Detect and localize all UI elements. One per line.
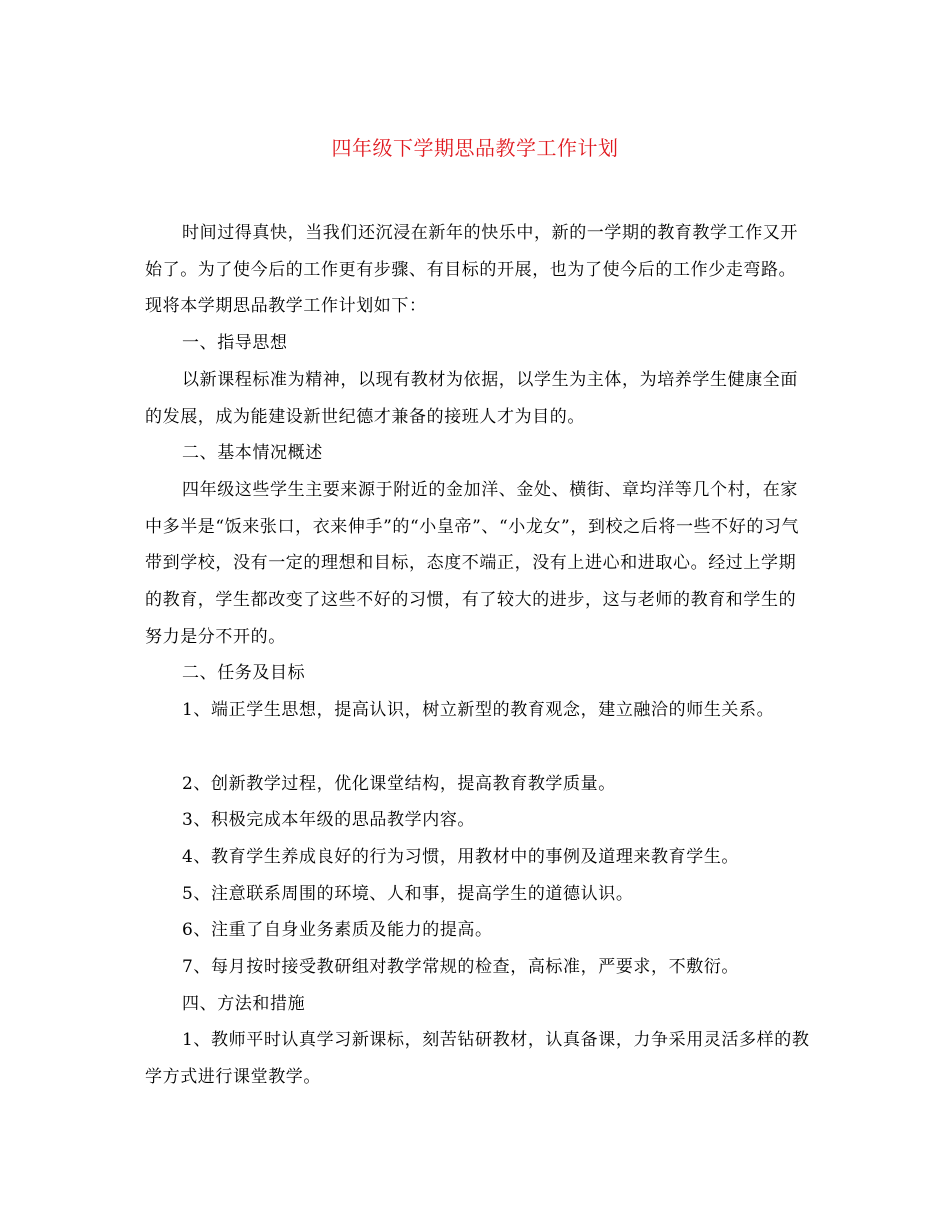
guiding-ideology-paragraph: 以新课程标准为精神，以现有教材为依据，以学生为主体，为培养学生健康全面的发展，成为能建设新世纪德才兼备的接班人才为目的。 xyxy=(145,369,798,427)
task-item-4: 4、教育学生养成良好的行为习惯，用教材中的事例及道理来教育学生。 xyxy=(182,846,740,867)
document-title: 四年级下学期思品教学工作计划 xyxy=(331,136,619,160)
section-heading-basic-situation: 二、基本情况概述 xyxy=(182,443,323,464)
blank-line xyxy=(145,729,810,766)
task-item-5: 5、注意联系周围的环境、人和事，提高学生的道德认识。 xyxy=(182,883,634,904)
section-heading-methods: 四、方法和措施 xyxy=(182,993,306,1014)
task-item-6: 6、注重了自身业务素质及能力的提高。 xyxy=(182,920,493,941)
task-item-1: 1、端正学生思想，提高认识，树立新型的教育观念，建立融洽的师生关系。 xyxy=(182,700,775,721)
task-item-2: 2、创新教学过程，优化课堂结构，提高教育教学质量。 xyxy=(182,773,616,794)
task-item-3: 3、积极完成本年级的思品教学内容。 xyxy=(182,810,476,831)
section-heading-tasks-goals: 二、任务及目标 xyxy=(182,663,306,684)
task-item-7: 7、每月按时接受教研组对教学常规的检查，高标准，严要求，不敷衍。 xyxy=(182,957,740,978)
intro-paragraph: 时间过得真快，当我们还沉浸在新年的快乐中，新的一学期的教育教学工作又开始了。为了使今后的工作更有步骤、有目标的开展，也为了使今后的工作少走弯路。现将本学期思品教学工作计划如下： xyxy=(145,223,798,317)
document-body xyxy=(145,215,810,1096)
method-item-1: 1、教师平时认真学习新课标，刻苦钻研教材，认真备课，力争采用灵活多样的教学方式进行课堂教学。 xyxy=(145,1030,810,1088)
section-heading-guiding-ideology: 一、指导思想 xyxy=(182,333,288,354)
basic-situation-paragraph: 四年级这些学生主要来源于附近的金加洋、金处、横街、章均洋等几个村，在家中多半是“饭来张口，衣来伸手”的“小皇帝”、“小龙女”，到校之后将一些不好的习气带到学校，没有一定的理想和目标，态度不端正，没有上进心和进取心。经过上学期的教育，学生都改变了这些不好的习惯，有了较大的进步，这与老师的教育和学生的努力是分不开的。 xyxy=(145,479,800,647)
